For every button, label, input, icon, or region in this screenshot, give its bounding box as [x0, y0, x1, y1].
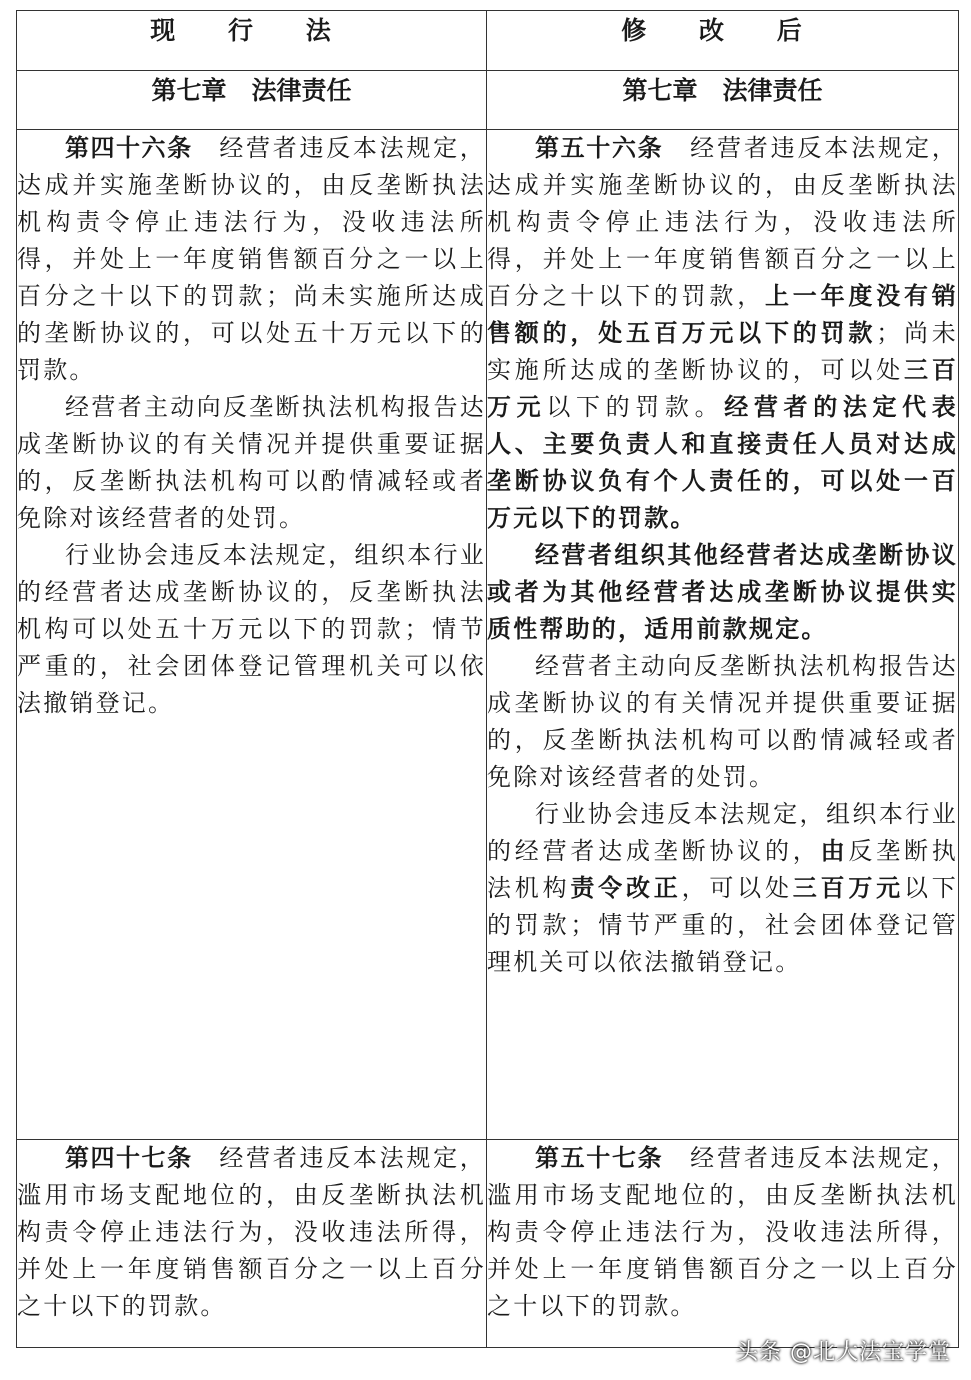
text-segment: 经营者违反本法规定，滥用市场支配地位的，由反垄断执法机构责令停止违法行为，没收违法所得，并处上一年度销售额百分之一以上百分之十以下的罚款。 [487, 1144, 958, 1320]
text-segment: ；尚未实施所达成的垄断协议的，可以处 [487, 319, 958, 384]
text-segment: 行业协会违反本法规定，组织本行业的经营者达成垄断协议的， [487, 800, 958, 865]
paragraph [487, 537, 958, 648]
paragraph [487, 648, 958, 796]
text-segment: 经营者主动向反垄断执法机构报告达成垄断协议的有关情况并提供重要证据的，反垄断执法机构可以酌情减轻或者免除对该经营者的处罚。 [17, 393, 486, 532]
paragraph [487, 796, 958, 981]
amended-text-segment: 三百万元 [487, 356, 958, 421]
article-number: 第五十六条 [535, 134, 664, 162]
column-header-current-law: 现 行 法 [17, 11, 487, 71]
text-segment: 以下的罚款。 [546, 393, 725, 421]
column-header-amended: 修 改 后 [487, 11, 959, 71]
article-row-1 [17, 130, 959, 1140]
current-law-cell [17, 1140, 487, 1348]
paragraph [487, 130, 958, 537]
amended-text-segment: 由 [820, 837, 849, 865]
article-row-2 [17, 1140, 959, 1348]
column-header-row [17, 11, 959, 71]
amended-text-segment: 责令改正 [570, 874, 682, 902]
current-law-cell [17, 130, 487, 1140]
amended-text-segment: 经营者组织其他经营者达成垄断协议或者为其他经营者达成垄断协议提供实质性帮助的，适用前款规定。 [487, 541, 958, 643]
text-segment: 反垄断执法机构 [487, 837, 959, 902]
amended-text-segment: 三百万元 [792, 874, 904, 902]
text-segment: 以下的罚款；情节严重的，社会团体登记管理机关可以依法撤销登记。 [487, 874, 958, 976]
text-segment: 行业协会违反本法规定，组织本行业的经营者达成垄断协议的，反垄断执法机构可以处五十万元以下的罚款；情节严重的，社会团体登记管理机关可以依法撤销登记。 [17, 541, 486, 717]
text-segment: 经营者违反本法规定，达成并实施垄断协议的，由反垄断执法机构责令停止违法行为，没收违法所得，并处上一年度销售额百分之一以上百分之十以下的罚款， [487, 134, 958, 310]
text-segment: 经营者违反本法规定，滥用市场支配地位的，由反垄断执法机构责令停止违法行为，没收违法所得，并处上一年度销售额百分之一以上百分之十以下的罚款。 [17, 1144, 487, 1320]
chapter-row [17, 71, 959, 130]
paragraph [487, 1140, 958, 1325]
text-segment: 经营者主动向反垄断执法机构报告达成垄断协议的有关情况并提供重要证据的，反垄断执法机构可以酌情减轻或者免除对该经营者的处罚。 [487, 652, 958, 791]
chapter-title-right: 第七章 法律责任 [487, 71, 959, 130]
article-number: 第五十七条 [535, 1144, 664, 1172]
paragraph [17, 1140, 486, 1325]
chapter-title-left: 第七章 法律责任 [17, 71, 487, 130]
text-segment: 经营者违反本法规定，达成并实施垄断协议的，由反垄断执法机构责令停止违法行为，没收违法所得，并处上一年度销售额百分之一以上百分之十以下的罚款；尚未实施所达成的垄断协议的，可以处五十万元以下的罚款。 [17, 134, 487, 384]
paragraph [17, 537, 486, 722]
paragraph [17, 389, 486, 537]
text-segment: ，可以处 [681, 874, 793, 902]
watermark: 头条 @北大法宝学堂 [736, 1340, 951, 1365]
comparison-table [16, 10, 959, 1348]
article-number: 第四十六条 [65, 134, 193, 162]
amended-text-segment: 上一年度没有销售额的，处五百万元以下的罚款 [487, 282, 958, 347]
paragraph [17, 130, 486, 389]
article-number: 第四十七条 [65, 1144, 193, 1172]
amended-law-cell [487, 130, 959, 1140]
amended-text-segment: 经营者的法定代表人、主要负责人和直接责任人员对达成垄断协议负有个人责任的，可以处一百万元以下的罚款。 [487, 393, 958, 532]
amended-law-cell [487, 1140, 959, 1348]
